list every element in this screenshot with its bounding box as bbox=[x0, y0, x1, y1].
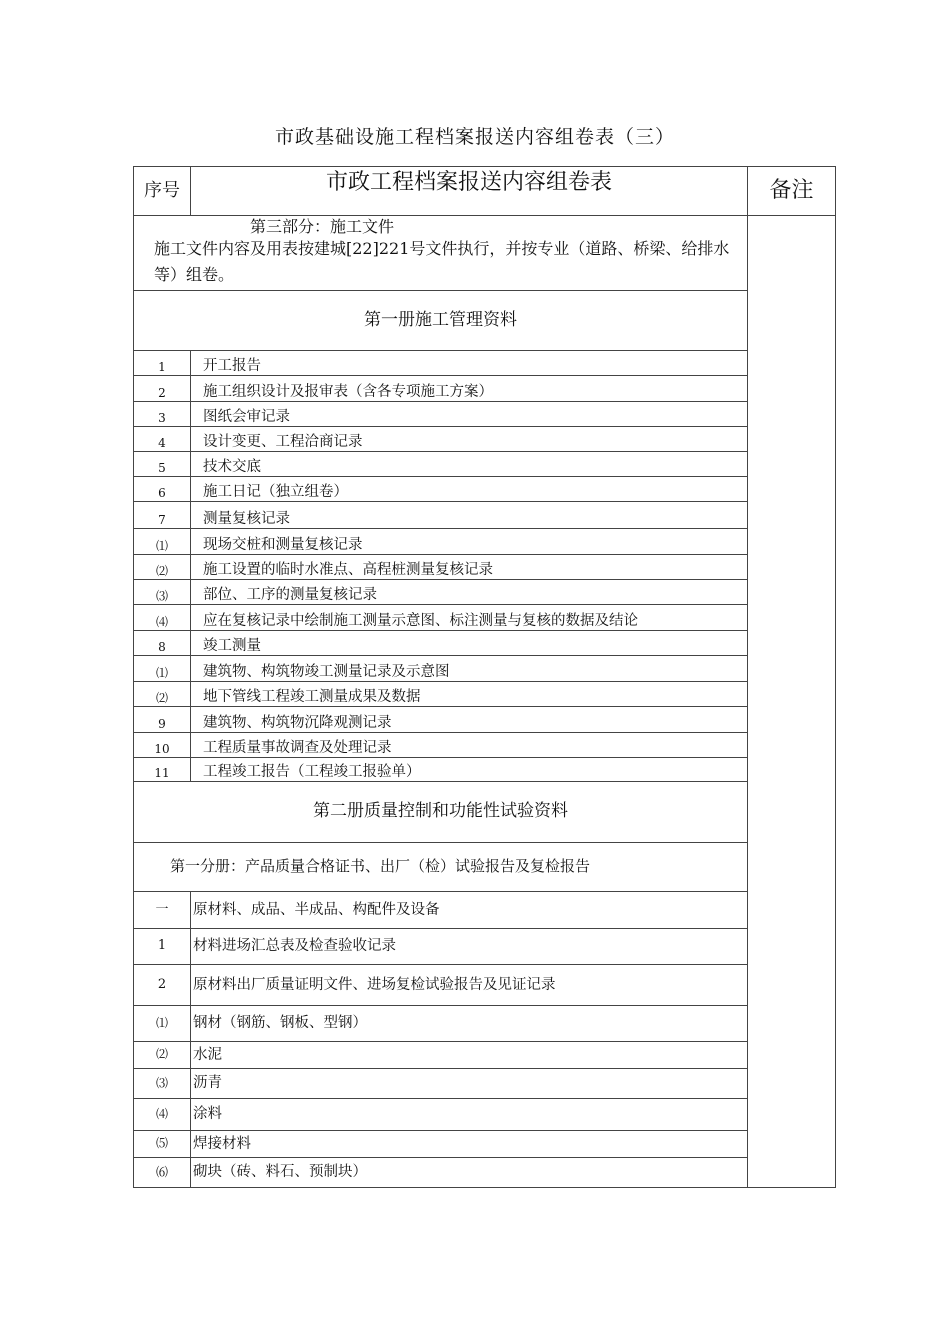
row-text: 砌块（砖、料石、预制块） bbox=[191, 1158, 748, 1188]
table-row bbox=[134, 656, 836, 682]
row-number: 6 bbox=[134, 477, 191, 502]
row-text: 建筑物、构筑物沉降观测记录 bbox=[191, 707, 748, 733]
row-number: ⑹ bbox=[134, 1158, 191, 1188]
row-number: ⑴ bbox=[134, 529, 191, 555]
row-number: ⑷ bbox=[134, 1099, 191, 1131]
remark-column bbox=[748, 216, 836, 1188]
table-row bbox=[134, 1042, 836, 1069]
row-number: ⑵ bbox=[134, 555, 191, 580]
table-row bbox=[134, 1006, 836, 1042]
row-number: ⑷ bbox=[134, 605, 191, 631]
row-text: 建筑物、构筑物竣工测量记录及示意图 bbox=[191, 656, 748, 682]
row-text: 应在复核记录中绘制施工测量示意图、标注测量与复核的数据及结论 bbox=[191, 605, 748, 631]
row-text: 现场交桩和测量复核记录 bbox=[191, 529, 748, 555]
row-text: 原材料、成品、半成品、构配件及设备 bbox=[191, 892, 748, 929]
row-text: 设计变更、工程洽商记录 bbox=[191, 427, 748, 452]
row-text: 施工日记（独立组卷） bbox=[191, 477, 748, 502]
table-row bbox=[134, 452, 836, 477]
row-number: 10 bbox=[134, 733, 191, 758]
table-row bbox=[134, 580, 836, 605]
row-text: 钢材（钢筋、钢板、型钢） bbox=[191, 1006, 748, 1042]
row-number: 8 bbox=[134, 631, 191, 656]
row-text: 工程竣工报告（工程竣工报验单） bbox=[191, 758, 748, 782]
row-number: 7 bbox=[134, 502, 191, 529]
volume1-title-row bbox=[134, 291, 836, 351]
row-number: ⑵ bbox=[134, 682, 191, 707]
table-row bbox=[134, 477, 836, 502]
row-number: 4 bbox=[134, 427, 191, 452]
table-header-row bbox=[134, 167, 836, 216]
table-row bbox=[134, 682, 836, 707]
row-number: 2 bbox=[134, 965, 191, 1006]
row-number: ⑶ bbox=[134, 1069, 191, 1099]
table-row bbox=[134, 733, 836, 758]
row-number: ⑴ bbox=[134, 656, 191, 682]
table-row bbox=[134, 758, 836, 782]
volume2-subtitle-row bbox=[134, 843, 836, 892]
part3-row bbox=[134, 216, 836, 291]
part3-title: 第三部分：施工文件 bbox=[250, 217, 395, 236]
row-text: 部位、工序的测量复核记录 bbox=[191, 580, 748, 605]
row-text: 竣工测量 bbox=[191, 631, 748, 656]
header-remark: 备注 bbox=[748, 167, 836, 216]
table-row bbox=[134, 1158, 836, 1188]
row-number: 一 bbox=[134, 892, 191, 929]
row-number: 1 bbox=[134, 351, 191, 376]
row-text: 图纸会审记录 bbox=[191, 402, 748, 427]
row-text: 沥青 bbox=[191, 1069, 748, 1099]
table-row bbox=[134, 376, 836, 402]
table-row bbox=[134, 929, 836, 965]
row-text: 水泥 bbox=[191, 1042, 748, 1069]
table-row bbox=[134, 965, 836, 1006]
table-row bbox=[134, 1099, 836, 1131]
header-no: 序号 bbox=[134, 167, 191, 216]
row-number: 9 bbox=[134, 707, 191, 733]
row-number: 11 bbox=[134, 758, 191, 782]
volume2-title: 第二册质量控制和功能性试验资料 bbox=[134, 782, 748, 843]
row-number: 1 bbox=[134, 929, 191, 965]
volume2-title-row bbox=[134, 782, 836, 843]
header-title: 市政工程档案报送内容组卷表 bbox=[191, 167, 748, 216]
table-row bbox=[134, 529, 836, 555]
row-text: 工程质量事故调查及处理记录 bbox=[191, 733, 748, 758]
table-row bbox=[134, 351, 836, 376]
table-row bbox=[134, 1131, 836, 1158]
row-number: ⑴ bbox=[134, 1006, 191, 1042]
row-text: 涂料 bbox=[191, 1099, 748, 1131]
row-number: ⑶ bbox=[134, 580, 191, 605]
part3-cell bbox=[134, 216, 748, 291]
table-row bbox=[134, 1069, 836, 1099]
archive-table bbox=[133, 166, 836, 1188]
table-row bbox=[134, 502, 836, 529]
table-row bbox=[134, 707, 836, 733]
row-text: 材料进场汇总表及检查验收记录 bbox=[191, 929, 748, 965]
row-text: 施工组织设计及报审表（含各专项施工方案） bbox=[191, 376, 748, 402]
row-text: 开工报告 bbox=[191, 351, 748, 376]
row-number: 2 bbox=[134, 376, 191, 402]
table-row bbox=[134, 631, 836, 656]
part3-desc: 施工文件内容及用表按建城[22]221号文件执行，并按专业（道路、桥梁、给排水等）组卷。 bbox=[154, 239, 730, 285]
row-number: ⑸ bbox=[134, 1131, 191, 1158]
volume2-subtitle: 第一分册：产品质量合格证书、出厂（检）试验报告及复检报告 bbox=[134, 843, 748, 892]
volume1-title: 第一册施工管理资料 bbox=[134, 291, 748, 351]
row-text: 原材料出厂质量证明文件、进场复检试验报告及见证记录 bbox=[191, 965, 748, 1006]
row-text: 施工设置的临时水准点、高程桩测量复核记录 bbox=[191, 555, 748, 580]
row-text: 测量复核记录 bbox=[191, 502, 748, 529]
row-text: 焊接材料 bbox=[191, 1131, 748, 1158]
row-number: 5 bbox=[134, 452, 191, 477]
table-row bbox=[134, 605, 836, 631]
table-row bbox=[134, 427, 836, 452]
row-text: 地下管线工程竣工测量成果及数据 bbox=[191, 682, 748, 707]
table-row bbox=[134, 402, 836, 427]
table-row bbox=[134, 892, 836, 929]
document-title: 市政基础设施工程档案报送内容组卷表（三） bbox=[274, 126, 675, 148]
row-text: 技术交底 bbox=[191, 452, 748, 477]
row-number: 3 bbox=[134, 402, 191, 427]
row-number: ⑵ bbox=[134, 1042, 191, 1069]
table-row bbox=[134, 555, 836, 580]
